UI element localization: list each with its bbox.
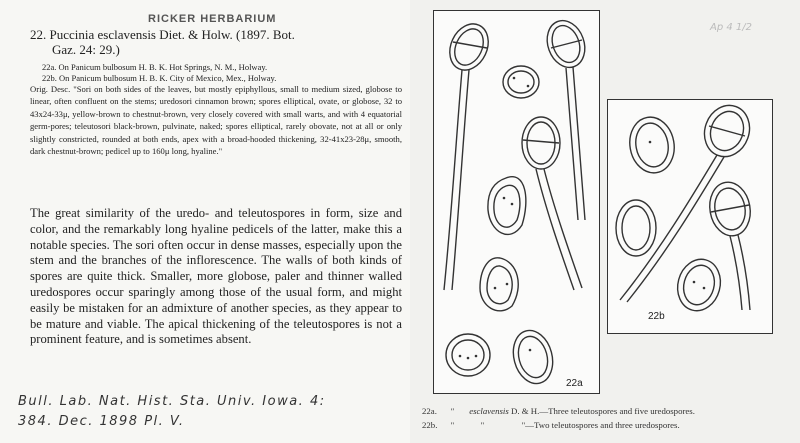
teleutospore-a2 [541,15,591,220]
caption-22a-number: 22a. [422,406,437,416]
caption-22a [422,406,695,416]
uredospore-a5 [508,326,559,388]
caption-22b-text: —Two teleutospores and three uredospores. [525,420,680,430]
caption-22b [422,420,680,430]
plate-a-label: 22a [566,378,583,389]
uredospore-a3 [480,258,518,311]
uredospore-b2 [616,200,656,256]
handwritten-citation-1: Bull. Lab. Nat. Hist. Sta. Univ. Iowa. 4: [18,394,326,409]
collection-22b: 22b. On Panicum bulbosum H. B. K. City of Mexico, Mex., Holway. [42,73,277,83]
uredospore-a1 [503,66,539,98]
faint-pencil-note: Ap 4 1/2 [710,22,753,33]
caption-22b-number: 22b. [422,420,438,430]
plate-b-label: 22b [648,311,665,322]
teleutospore-a1 [443,18,496,290]
body-paragraph: The great similarity of the uredo- and teleutospores in form, size and color, and the remarkably long hyaline pedicels of the latter, make this a notable species. The sori often occur in dense masses, especially upon the stem and the branches of the inflorescence. The walls of both kinds of spores are quite thick. Smaller, more globose, paler and thinner walled uredospores occur sparingly among those of the usual form, and might easily be mistaken for an admixture of another species, as they appear to be mature and viable. The apical thickening of the teleutospores is not a prominent feature, and is sometimes absent. [30,206,402,347]
collection-22a: 22a. On Panicum bulbosum H. B. K. Hot Springs, N. M., Holway. [42,62,268,72]
caption-22a-text: D. & H.—Three teleutospores and five uredospores. [510,406,695,416]
teleutospore-a3 [522,117,582,290]
caption-22b-marks: " " " [450,420,526,430]
caption-22a-marks: " esclavensis [450,406,509,416]
uredospore-b1 [625,114,678,177]
herbarium-stamp: RICKER HERBARIUM [148,13,277,25]
handwritten-citation-2: 384. Dec. 1898 Pl. V. [18,414,185,429]
species-heading: 22. Puccinia esclavensis Diet. & Holw. (1897. Bot. [30,27,295,42]
uredospore-b3 [672,254,726,315]
citation-line: Gaz. 24: 29.) [52,42,120,57]
original-description: Orig. Desc. "Sori on both sides of the leaves, but mostly epiphyllous, small to medium sized, globose to linear, often confluent on the stems; uredosori cinnamon brown; spores elliptical, ovate, or globose, 32 to 43x24-33μ, yellow-brown to chestnut-brown, very closely covered with small warts, and with 4 equatorial germ-pores; teleutosori black-brown, pulvinate, naked; spores elliptical, rarely obovate, not at all or only slightly constricted, rounded at both ends, apex with a broad-hooded thickening, 32-41x23-28μ, smooth, dark chestnut-brown; pedicel up to 160μ long, hyaline." [30,84,402,157]
uredospore-a4 [446,334,490,376]
uredospore-a2 [488,177,526,235]
